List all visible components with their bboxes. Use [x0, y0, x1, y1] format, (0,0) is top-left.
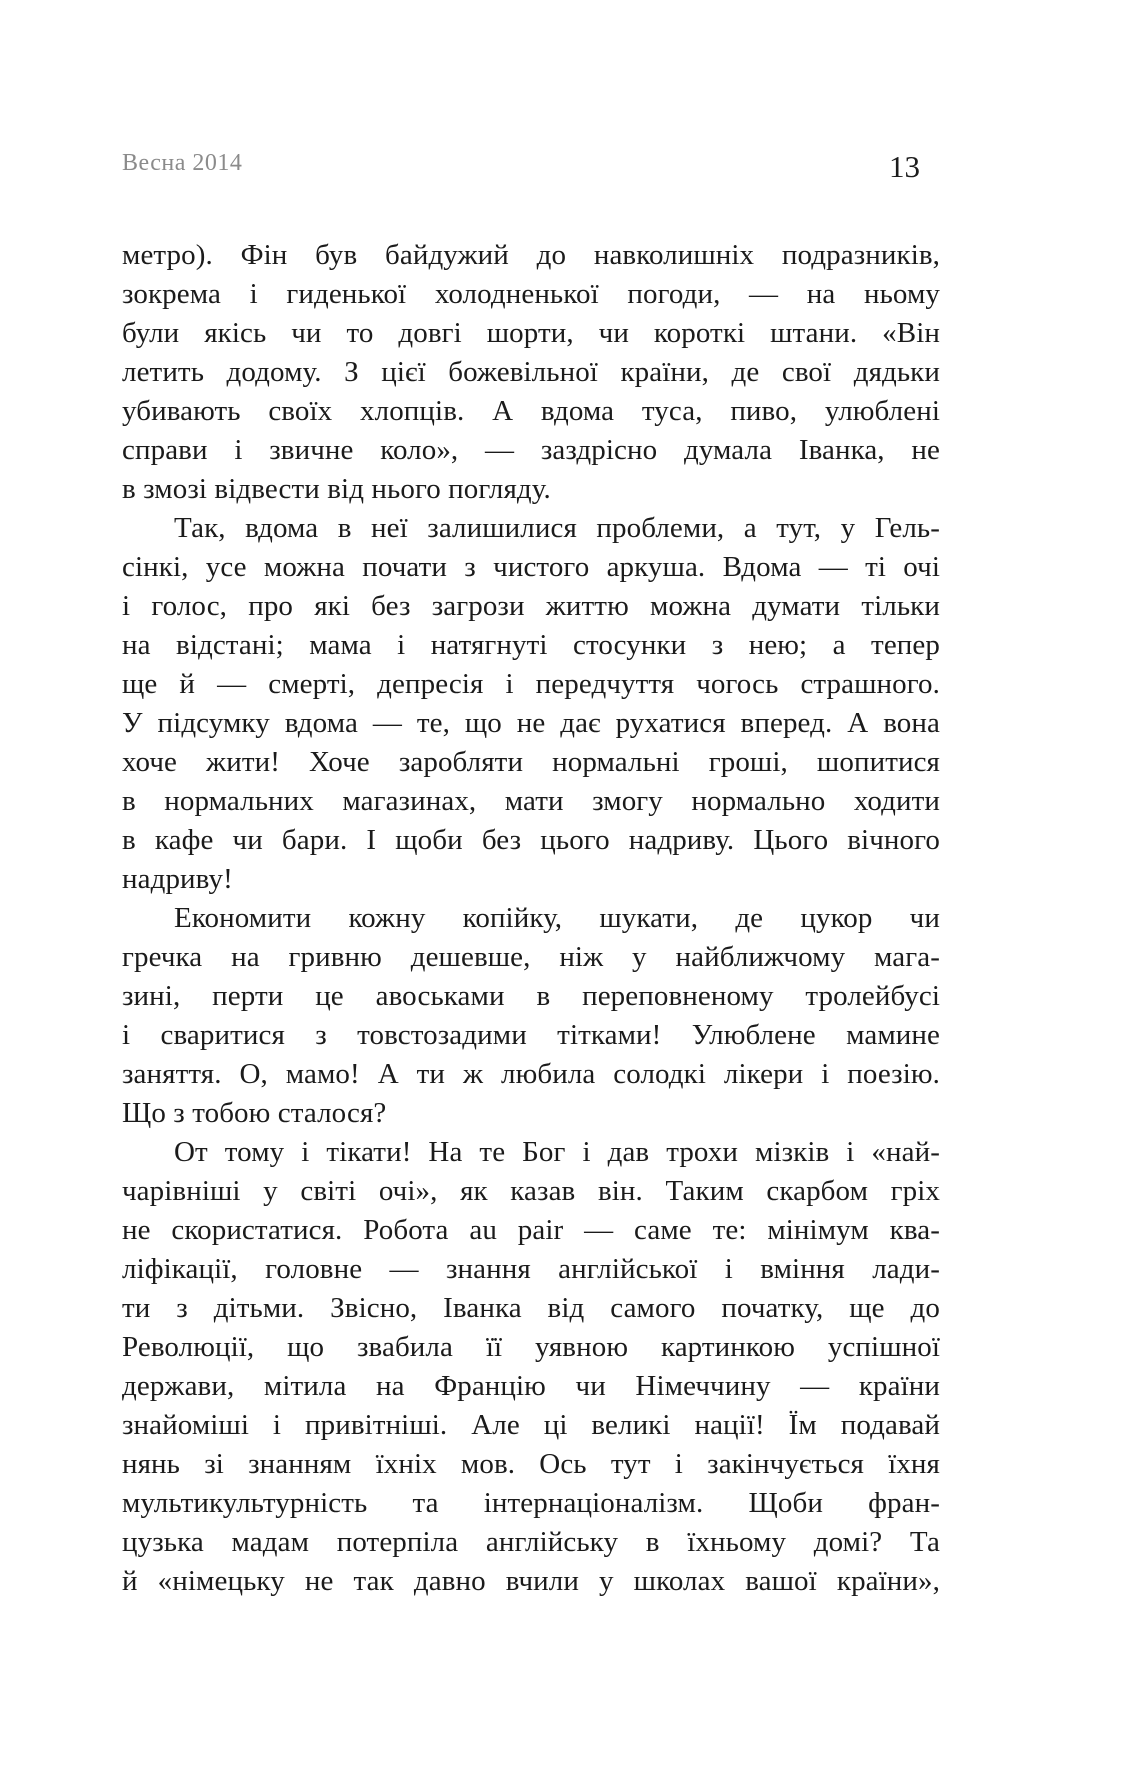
text-line: метро). Фін був байдужий до навколишніх подразників, [122, 239, 940, 271]
text-line: нянь зі знанням їхніх мов. Ось тут і закінчується їхня [122, 1448, 940, 1480]
text-line: мультикультурність та інтернаціоналізм. Щоби фран- [122, 1487, 940, 1519]
page-number: 13 [889, 149, 920, 184]
text-line: чарівніші у світі очі», як казав він. Таким скарбом гріх [122, 1175, 940, 1207]
text-line: Економити кожну копійку, шукати, де цукор чи [174, 902, 940, 934]
text-line: ти з дітьми. Звісно, Іванка від самого початку, ще до [122, 1292, 940, 1324]
text-line: заняття. О, мамо! А ти ж любила солодкі лікери і поезію. [122, 1058, 940, 1090]
text-line: і голос, про які без загрози життю можна думати тільки [122, 590, 940, 622]
text-line: У підсумку вдома — те, що не дає рухатися вперед. А вона [122, 707, 940, 739]
text-line: зокрема і гиденької холодненької погоди, — на ньому [122, 278, 940, 310]
text-line: хоче жити! Хоче заробляти нормальні гроші, шопитися [122, 746, 940, 778]
page-header [122, 138, 940, 184]
text-line: убивають своїх хлопців. А вдома туса, пиво, улюблені [122, 395, 940, 427]
running-title: Весна 2014 [122, 150, 243, 176]
text-line: знайоміші і привітніші. Але ці великі нації! Їм подавай [122, 1409, 940, 1441]
text-line: в кафе чи бари. І щоби без цього надриву. Цього вічного [122, 824, 940, 856]
text-line: ще й — смерті, депресія і передчуття чогось страшного. [122, 668, 940, 700]
text-line: летить додому. З цієї божевільної країни, де свої дядьки [122, 356, 940, 388]
text-line: держави, мітила на Францію чи Німеччину — країни [122, 1370, 940, 1402]
text-line: були якісь чи то довгі шорти, чи короткі штани. «Він [122, 317, 940, 349]
text-line: Що з тобою сталося? [122, 1097, 387, 1129]
text-line: надриву! [122, 863, 233, 895]
text-line: Так, вдома в неї залишилися проблеми, а тут, у Гель- [174, 512, 940, 544]
text-line: не скористатися. Робота au pair — саме те: мінімум ква- [122, 1214, 940, 1246]
text-line: Революції, що звабила її уявною картинкою успішної [122, 1331, 940, 1363]
page-text [122, 236, 940, 1601]
text-line: справи і звичне коло», — заздрісно думала Іванка, не [122, 434, 940, 466]
text-line: цузька мадам потерпіла англійську в їхньому домі? Та [122, 1526, 940, 1558]
text-line: От тому і тікати! На те Бог і дав трохи мізків і «най- [174, 1136, 940, 1168]
text-line: і сваритися з товстозадими тітками! Улюблене мамине [122, 1019, 940, 1051]
text-line: на відстані; мама і натягнуті стосунки з нею; а тепер [122, 629, 940, 661]
text-line: в нормальних магазинах, мати змогу нормально ходити [122, 785, 940, 817]
text-line: й «німецьку не так давно вчили у школах вашої країни», [122, 1565, 940, 1597]
text-line: зині, перти це авоськами в переповненому тролейбусі [122, 980, 940, 1012]
text-line: гречка на гривню дешевше, ніж у найближчому мага- [122, 941, 940, 973]
text-line: сінкі, усе можна почати з чистого аркуша. Вдома — ті очі [122, 551, 940, 583]
text-line: ліфікації, головне — знання англійської і вміння лади- [122, 1253, 940, 1285]
text-line: в змозі відвести від нього погляду. [122, 473, 551, 505]
